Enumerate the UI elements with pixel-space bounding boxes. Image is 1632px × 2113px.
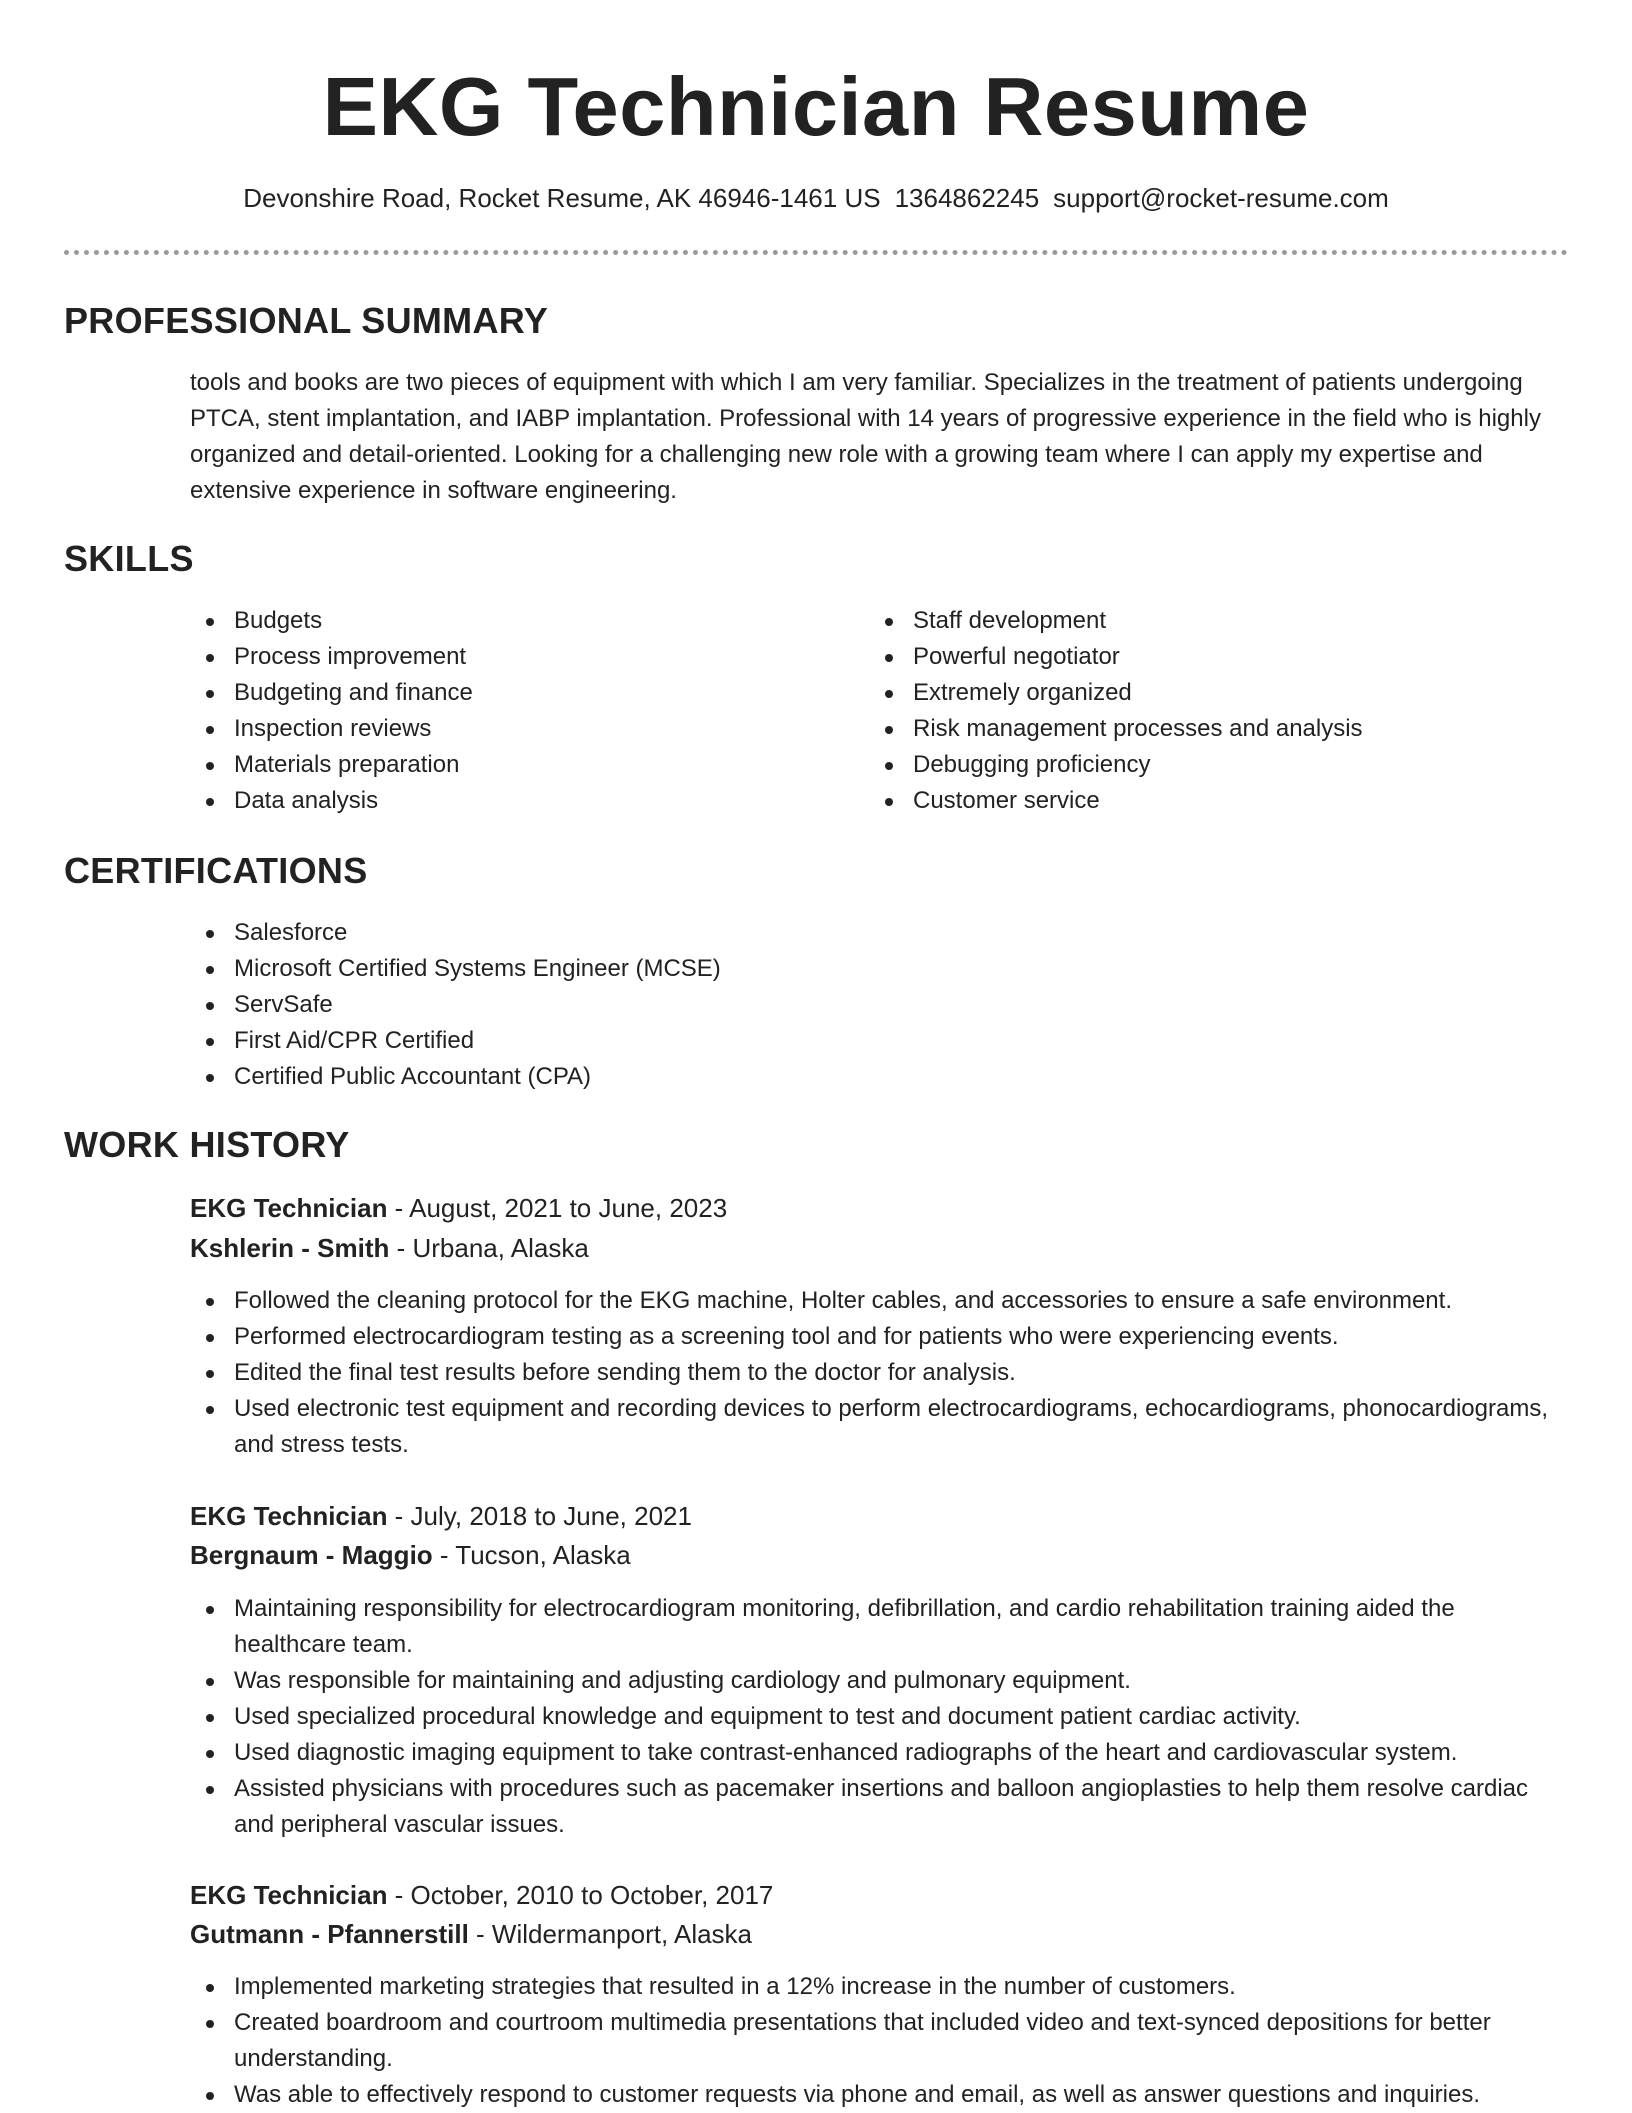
list-item: Budgeting and finance xyxy=(190,675,850,711)
list-item: Created boardroom and courtroom multimedia presentations that included video and text-synced depositions for better understanding. xyxy=(190,2005,1550,2077)
job-company-line xyxy=(190,1915,752,1953)
skills-heading: SKILLS xyxy=(64,538,194,579)
list-item: Salesforce xyxy=(190,915,1550,951)
job-company: Bergnaum - Maggio xyxy=(190,1540,433,1570)
job-company: Gutmann - Pfannerstill xyxy=(190,1919,469,1949)
list-item: Inspection reviews xyxy=(190,711,850,747)
list-item: Followed the cleaning protocol for the EKG machine, Holter cables, and accessories to ensure a safe environment. xyxy=(190,1283,1550,1319)
list-item: Performed electrocardiogram testing as a screening tool and for patients who were experiencing events. xyxy=(190,1319,1550,1355)
list-item: Customer service xyxy=(869,783,1549,819)
list-item: Used diagnostic imaging equipment to take contrast-enhanced radiographs of the heart and cardiovascular system. xyxy=(190,1735,1550,1771)
list-item: Assisted physicians with procedures such as pacemaker insertions and balloon angioplasties to help them resolve cardiac and peripheral vascular issues. xyxy=(190,1771,1550,1843)
job-title-line xyxy=(190,1497,692,1535)
contact-phone[interactable]: 1364862245 xyxy=(894,183,1040,213)
job-location: - Tucson, Alaska xyxy=(432,1540,631,1570)
job-title: EKG Technician xyxy=(190,1880,388,1910)
job-title-line xyxy=(190,1189,727,1227)
certifications-heading: CERTIFICATIONS xyxy=(64,850,368,891)
job-bullets xyxy=(190,1283,1550,1463)
job-location: - Wildermanport, Alaska xyxy=(468,1919,753,1949)
contact-email[interactable]: support@rocket-resume.com xyxy=(1053,183,1389,213)
job-title-line xyxy=(190,1876,773,1914)
list-item: Extremely organized xyxy=(869,675,1549,711)
list-item: Data analysis xyxy=(190,783,850,819)
list-item: Risk management processes and analysis xyxy=(869,711,1549,747)
list-item: Powerful negotiator xyxy=(869,639,1549,675)
certifications-list xyxy=(190,915,1550,1095)
job-title: EKG Technician xyxy=(190,1193,388,1223)
list-item: Used electronic test equipment and recording devices to perform electrocardiograms, echocardiograms, phonocardiograms, and stress tests. xyxy=(190,1391,1550,1463)
list-item: Edited the final test results before sending them to the doctor for analysis. xyxy=(190,1355,1550,1391)
summary-heading: PROFESSIONAL SUMMARY xyxy=(64,300,549,341)
skills-list-left xyxy=(190,603,850,819)
header-divider xyxy=(64,250,1568,255)
list-item: Was responsible for maintaining and adjusting cardiology and pulmonary equipment. xyxy=(190,1663,1550,1699)
list-item: Process improvement xyxy=(190,639,850,675)
list-item: Staff development xyxy=(869,603,1549,639)
job-company-line xyxy=(190,1536,631,1574)
job-title: EKG Technician xyxy=(190,1501,388,1531)
job-company-line xyxy=(190,1229,589,1267)
list-item: Materials preparation xyxy=(190,747,850,783)
list-item: Implemented marketing strategies that resulted in a 12% increase in the number of customers. xyxy=(190,1969,1550,2005)
summary-text: tools and books are two pieces of equipment with which I am very familiar. Specializes in the treatment of patients undergoing PTCA, stent implantation, and IABP implantation. Professional with 14 years of progressive experience in the field who is highly organized and detail-oriented. Looking for a challenging new role with a growing team where I can apply my expertise and extensive experience in software engineering. xyxy=(190,369,1541,504)
contact-address: Devonshire Road, Rocket Resume, AK 46946-1461 US xyxy=(243,183,881,213)
work-history-heading: WORK HISTORY xyxy=(64,1124,350,1165)
job-location: - Urbana, Alaska xyxy=(389,1233,589,1263)
job-dates: - October, 2010 to October, 2017 xyxy=(387,1880,774,1910)
contact-info xyxy=(0,180,1632,216)
job-bullets xyxy=(190,1969,1550,2113)
list-item: Maintaining responsibility for electrocardiogram monitoring, defibrillation, and cardio rehabilitation training aided the healthcare team. xyxy=(190,1591,1550,1663)
resume-title: EKG Technician Resume xyxy=(322,60,1310,153)
list-item: Debugging proficiency xyxy=(869,747,1549,783)
list-item: Budgets xyxy=(190,603,850,639)
list-item: Certified Public Accountant (CPA) xyxy=(190,1059,1550,1095)
skills-list-right xyxy=(869,603,1549,819)
job-company: Kshlerin - Smith xyxy=(190,1233,390,1263)
list-item: Was able to effectively respond to customer requests via phone and email, as well as answer questions and inquiries. xyxy=(190,2077,1550,2113)
list-item: Microsoft Certified Systems Engineer (MCSE) xyxy=(190,951,1550,987)
job-dates: - August, 2021 to June, 2023 xyxy=(387,1193,728,1223)
list-item: ServSafe xyxy=(190,987,1550,1023)
job-bullets xyxy=(190,1591,1550,1843)
list-item: Used specialized procedural knowledge and equipment to test and document patient cardiac activity. xyxy=(190,1699,1550,1735)
job-dates: - July, 2018 to June, 2021 xyxy=(387,1501,692,1531)
list-item: First Aid/CPR Certified xyxy=(190,1023,1550,1059)
